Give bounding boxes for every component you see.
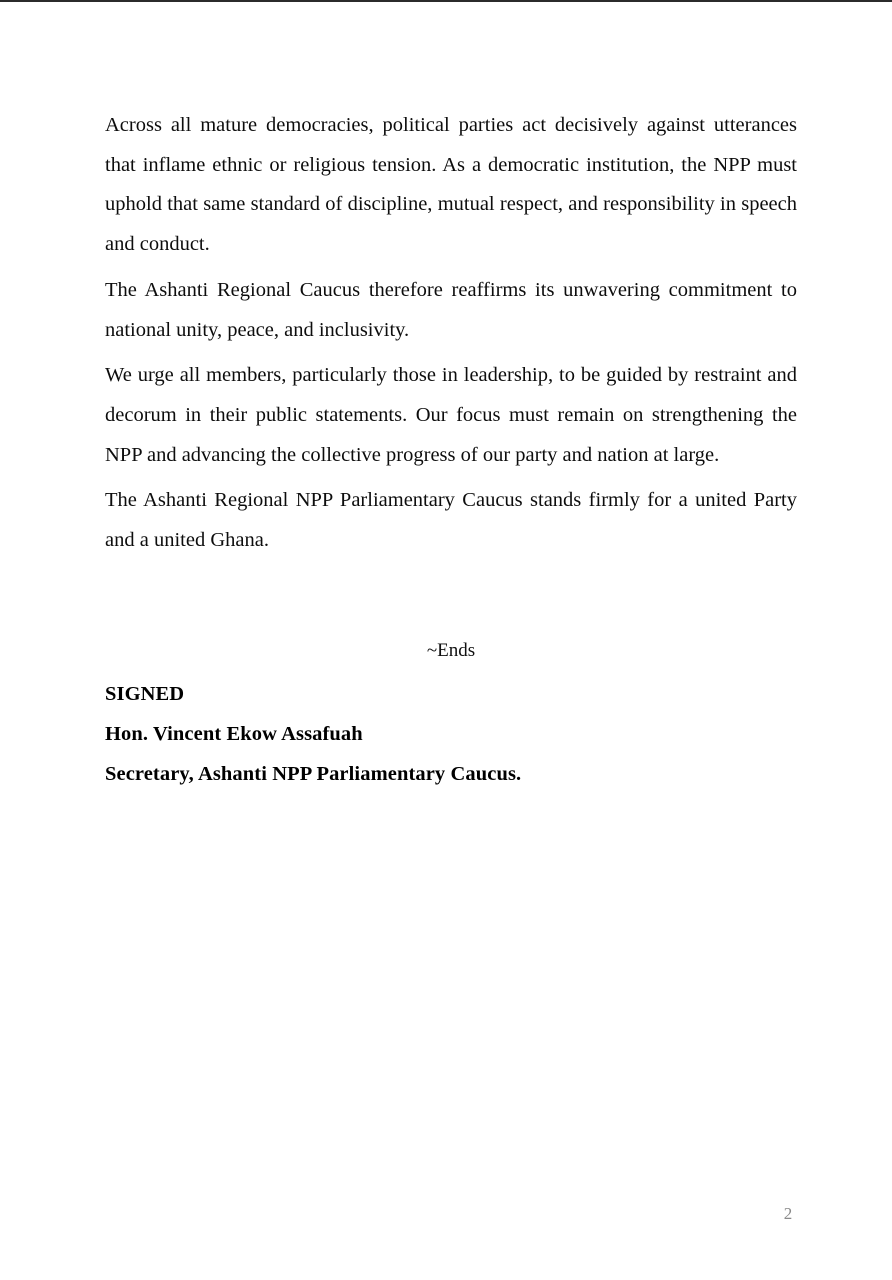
signature-block (105, 674, 797, 794)
body-paragraph-3: We urge all members, particularly those in leadership, to be guided by restraint and decorum in their public statements. Our focus must remain on strengthening the NPP and advancing the collective progress of our party and nation at large. (105, 364, 797, 466)
signatory-name: Hon. Vincent Ekow Assafuah (105, 723, 363, 745)
document-body (105, 106, 797, 785)
signatory-title: Secretary, Ashanti NPP Parliamentary Caucus. (105, 763, 522, 785)
body-paragraph-1: Across all mature democracies, political parties act decisively against utterances that inflame ethnic or religious tension. As a democratic institution, the NPP must uphold that same standard of discipline, mutual respect, and responsibility in speech and conduct. (105, 114, 797, 256)
page-number (0, 1204, 892, 1224)
signed-label: SIGNED (105, 683, 185, 705)
ends-marker: ~Ends (426, 640, 476, 661)
page-number-value: 2 (783, 1204, 793, 1223)
body-paragraph-2: The Ashanti Regional Caucus therefore reaffirms its unwavering commitment to national unity, peace, and inclusivity. (105, 278, 797, 341)
body-paragraph-4: The Ashanti Regional NPP Parliamentary Caucus stands firmly for a united Party and a united Ghana. (105, 489, 797, 552)
